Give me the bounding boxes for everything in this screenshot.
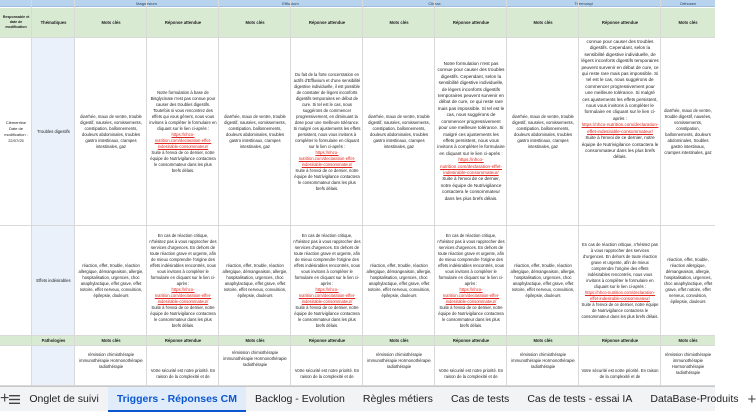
keywords-cell[interactable]: rémission chimiothérapie immunothérapie Hormonothérapie radiothérapie — [219, 346, 291, 385]
gridline — [32, 0, 75, 386]
left-meta-cell[interactable]: Clémentine Date de modification : 22/07/25 — [0, 38, 32, 225]
keywords-cell[interactable]: diarrhée, maux de ventre, trouble digestif, nausées, vomissements, constipation, ballonnements, douleurs abdominales, troubles gastro intestinaux, crampes intestinales, gaz — [661, 38, 715, 225]
tab-triggers-reponses-cm[interactable]: Triggers - Réponses CM — [108, 387, 246, 412]
answer-text: En cas de réaction critique, n'hésitez pas à vous rapprocher des services d'urgences. En dehors de toute réaction grave et urgente, afin de mieux comprendre l'origine des effets indésirables rencontrés, nous vous invitons à compléter le formulaire en cliquant sur le lien ci-après : — [149, 233, 217, 287]
declaration-link[interactable]: https://nhco-nutrition.com/declaration-effet-indesirable-consommateur/ — [581, 122, 659, 135]
col-mots-cles[interactable]: Mots clés — [661, 336, 715, 345]
gridline — [363, 0, 435, 386]
signature-text: Suite à l'envoi de ce dernier, notre équipe de Nutrivigilance contactera le consommateur dans les plus brefs délais. — [149, 150, 217, 174]
tab-backlog-evolution[interactable]: Backlog - Evolution — [246, 387, 354, 412]
signature-text: Suite à l'envoi de ce dernier, notre équipe de Nutrivigilance contactera le consommateur dans les plus brefs délais. — [437, 305, 505, 329]
signature-text: Suite à l'envoi de ce dernier, notre équipe de Nutrivigilance contactera le consommateur dans les plus brefs délais. — [581, 135, 659, 161]
answer-cell[interactable]: Votre sécurité est notre priorité. En raison de la complexité et de — [435, 346, 507, 385]
answer-text: Notre formulation n'est pas connue pour causer des troubles digestifs. Cependant, selon la sensibilité digestive individuelle, de légers inconforts digestifs temporaires peuvent survenir en début de cure, ce qui reste rare mais pas impossible. Si tel est le cas, nous suggérons de commencer progressivement pour une meilleure tolérance. Si malgré ces ajustements les effets persistent, nous vous invitons à compléter le formulaire en cliquant sur le lien ci-après : — [437, 61, 505, 157]
declaration-link[interactable]: https://nhco-nutrition.com/declaration-effet-indesirable-consommateur/ — [581, 290, 659, 302]
keywords-cell[interactable]: réaction, effet, trouble, réaction allergique, démangeaison, allergie, hospitalisation, urgences, choc anaphylactique, effet grave, effet notoire, effet nerveux, convulsion, épilepsie, douleurs — [661, 226, 715, 335]
answer-cell[interactable]: Votre sécurité est notre priorité. En raison de la complexité et de — [291, 346, 363, 385]
keywords-cell[interactable]: diarrhée, maux de ventre, trouble digestif, nausées, vomissements, constipation, ballonnements, douleurs abdominales, troubles gastro intestinaux, crampes intestinales, gaz — [363, 38, 435, 225]
declaration-link[interactable]: https://nhco-nutrition.com/declaration-effet-indesirable-consommateur/ — [437, 157, 505, 176]
theme-cell[interactable]: Pathologies — [32, 336, 75, 345]
col-thematiques[interactable]: Thématiques — [32, 8, 75, 37]
gridline — [147, 0, 219, 386]
col-mots-cles-3[interactable]: Mots clés — [363, 8, 435, 37]
col-reponse-3[interactable]: Réponse attendue — [435, 8, 507, 37]
plus-icon[interactable]: + — [0, 387, 9, 412]
declaration-link[interactable]: https://nhco-nutrition.com/declaration-effet-indesirable-consommateur/ — [293, 150, 361, 168]
plus-icon[interactable]: + — [748, 387, 756, 412]
gridline — [435, 0, 507, 386]
declaration-link[interactable]: https://nhco-nutrition.com/declaration-effet-indesirable-consommateur/ — [293, 287, 361, 305]
col-mots-cles[interactable]: Mots clés — [219, 336, 291, 345]
tab-onglet-de-suivi[interactable]: Onglet de suivi — [20, 387, 107, 412]
signature-text: Suite à l'envoi de ce dernier, notre équipe de Nutrivigilance contactera le consommateur dans les plus brefs délais. — [149, 305, 217, 329]
header-magnesium[interactable]: Magnesium — [75, 0, 218, 7]
tab-database-produits[interactable]: DataBase-Produits — [641, 387, 747, 412]
col-reponse-1[interactable]: Réponse attendue — [147, 8, 219, 37]
signature-text: Suite à l'envoi de ce dernier, notre équipe de Nutrivigilance contactera le consommateur dans les plus brefs délais. — [581, 302, 659, 320]
gridline — [579, 0, 661, 386]
col-mots-cles-1[interactable]: Mots clés — [75, 8, 147, 37]
header-climax[interactable]: Climax — [363, 0, 506, 7]
tab-cas-de-tests[interactable]: Cas de tests — [442, 387, 518, 412]
answer-text: En cas de réaction critique, n'hésitez pas à vous rapprocher des services d'urgences. En dehors de toute réaction grave et urgente, afin de mieux comprendre l'origine des effets indésirables rencontrés, nous vous invitons à compléter le formulaire en cliquant sur le lien ci-après : — [293, 233, 361, 287]
declaration-link[interactable]: https://nhco-nutrition.com/declaration-effet-indesirable-consommateur/ — [149, 287, 217, 305]
answer-text: Du fait de la forte concentration en actifs d'Effluvium et d'une sensibilité digestive individuelle, il est possible de constater de légers inconforts digestifs temporaires en début de cure. Si tel est le cas, nous suggérons de commencer progressivement, en diminuant la dose pour une meilleure tolérance. Si malgré ces ajustements les effets persistent, nous vous invitons à compléter le formulaire en cliquant sur le lien ci-après : — [293, 72, 361, 150]
col-reponse[interactable]: Réponse attendue — [579, 336, 661, 345]
hamburger-icon[interactable] — [9, 387, 20, 412]
theme-cell[interactable]: Troubles digestifs — [32, 38, 75, 225]
header-effluvium[interactable]: Effluvium — [219, 0, 362, 7]
col-mots-cles-2[interactable]: Mots clés — [219, 8, 291, 37]
col-reponse[interactable]: Réponse attendue — [291, 336, 363, 345]
header-orthosen[interactable]: Orthosen — [661, 0, 715, 7]
col-mots-cles-4[interactable]: Mots clés — [507, 8, 579, 37]
gridline — [0, 0, 32, 386]
header-thermosyl[interactable]: Thermosyl — [507, 0, 660, 7]
signature-text: Suite à l'envoi de ce dernier, notre équipe de Nutrivigilance contactera le consommateur dans les plus brefs délais. — [293, 305, 361, 329]
signature-text: Suite à l'envoi de ce dernier, notre équipe de Nutrivigilance contactera le consommateur dans les plus brefs délais. — [437, 176, 505, 202]
gridline — [291, 0, 363, 386]
keywords-cell[interactable]: réaction, effet, trouble, réaction allergique, démangeaison, allergie, hospitalisation, urgences, choc anaphylactique, effet grave, effet notoire, effet nerveux, convulsion, épilepsie, douleurs — [507, 226, 579, 335]
declaration-link[interactable]: https://nhco-nutrition.com/declaration-effet-indesirable-consommateur/ — [437, 287, 505, 305]
theme-cell[interactable]: Effets indésirables — [32, 226, 75, 335]
signature-text: Suite à l'envoi de ce dernier, notre équipe de Nutrivigilance contactera le consommateur dans les plus brefs délais. — [293, 168, 361, 192]
declaration-link[interactable]: https://nhco-nutrition.com/declaration-effet-indesirable-consommateur/ — [149, 132, 217, 150]
gridline — [219, 0, 291, 386]
gridline — [507, 0, 579, 386]
keywords-cell[interactable]: réaction, effet, trouble, réaction allergique, démangeaison, allergie, hospitalisation, urgences, choc anaphylactique, effet grave, effet notoire, effet nerveux, convulsion, épilepsie, douleurs — [219, 226, 291, 335]
answer-text: En cas de réaction critique, n'hésitez pas à vous rapprocher des services d'urgences. En dehors de toute réaction grave et urgente, afin de mieux comprendre l'origine des effets indésirables rencontrés, nous vous invitons à compléter le formulaire en cliquant sur le lien ci-après : — [581, 242, 659, 290]
col-mots-cles[interactable]: Mots clés — [75, 336, 147, 345]
tab-regles-metiers[interactable]: Règles métiers — [354, 387, 442, 412]
keywords-cell[interactable]: rémission chimiothérapie immunothérapie Hormonothérapie radiothérapie — [363, 346, 435, 385]
answer-text: Notre formulation à base de Bisglycinate n'est pas connue pour causer des troubles digestifs. Toutefois si vous rencontrez des effets qui vous gênent, nous vous invitons à compléter le formulaire en cliquant sur le lien ci-après : — [149, 90, 217, 132]
keywords-cell[interactable]: diarrhée, maux de ventre, trouble digestif, nausées, vomissements, constipation, ballonnements, douleurs abdominales, troubles gastro intestinaux, crampes intestinales, gaz — [75, 38, 147, 225]
col-mots-cles[interactable]: Mots clés — [363, 336, 435, 345]
col-reponse[interactable]: Réponse attendue — [147, 336, 219, 345]
keywords-cell[interactable]: diarrhée, maux de ventre, trouble digestif, nausées, vomissements, constipation, ballonnements, douleurs abdominales, troubles gastro intestinaux, crampes intestinales, gaz — [219, 38, 291, 225]
keywords-cell[interactable]: diarrhée, maux de ventre, trouble digestif, nausées, vomissements, constipation, ballonnements, douleurs abdominales, troubles gastro intestinaux, crampes intestinales, gaz — [507, 38, 579, 225]
keywords-cell[interactable]: réaction, effet, trouble, réaction allergique, démangeaison, allergie, hospitalisation, urgences, choc anaphylactique, effet grave, effet notoire, effet nerveux, convulsion, épilepsie, douleurs — [363, 226, 435, 335]
keywords-cell[interactable]: réaction, effet, trouble, réaction allergique, démangeaison, allergie, hospitalisation, urgences, choc anaphylactique, effet grave, effet notoire, effet nerveux, convulsion, épilepsie, douleurs — [75, 226, 147, 335]
answer-cell[interactable]: Votre sécurité est notre priorité. En raison de la complexité et de — [147, 346, 219, 385]
sheet-tab-bar — [0, 386, 715, 411]
keywords-cell[interactable]: rémission chimiothérapie immunothérapie Hormonothérapie radiothérapie — [75, 346, 147, 385]
answer-text: connue pour causer des troubles digestifs. Cependant, selon la sensibilité digestive individuelle, de légers inconforts digestifs temporaires peuvent survenir en début de cure, ce qui reste rare mais pas impossible. Si tel est le cas, nous suggérons de commencer progressivement pour une meilleure tolérance. Si malgré ces ajustements les effets persistent, nous vous invitons à compléter le formulaire en cliquant sur le lien ci-après : — [581, 39, 659, 122]
keywords-cell[interactable]: rémission chimiothérapie immunothérapie Hormonothérapie radiothérapie — [661, 346, 715, 385]
tab-cas-de-tests-essai-ia[interactable]: Cas de tests - essai IA — [518, 387, 641, 412]
col-reponse-4[interactable]: Réponse attendue — [579, 8, 661, 37]
gridline — [75, 0, 147, 386]
keywords-cell[interactable]: rémission chimiothérapie immunothérapie Hormonothérapie radiothérapie — [507, 346, 579, 385]
col-reponse[interactable]: Réponse attendue — [435, 336, 507, 345]
col-mots-cles-5[interactable]: Mots clés — [661, 8, 715, 37]
answer-text: En cas de réaction critique, n'hésitez pas à vous rapprocher des services d'urgences. En dehors de toute réaction grave et urgente, afin de mieux comprendre l'origine des effets indésirables rencontrés, nous vous invitons à compléter le formulaire en cliquant sur le lien ci-après : — [437, 233, 505, 287]
col-mots-cles[interactable]: Mots clés — [507, 336, 579, 345]
col-responsable[interactable]: Responsable et date de modification — [0, 8, 32, 37]
col-reponse-2[interactable]: Réponse attendue — [291, 8, 363, 37]
answer-cell[interactable]: Votre sécurité est notre priorité. En raison de la complexité et de — [579, 346, 661, 385]
